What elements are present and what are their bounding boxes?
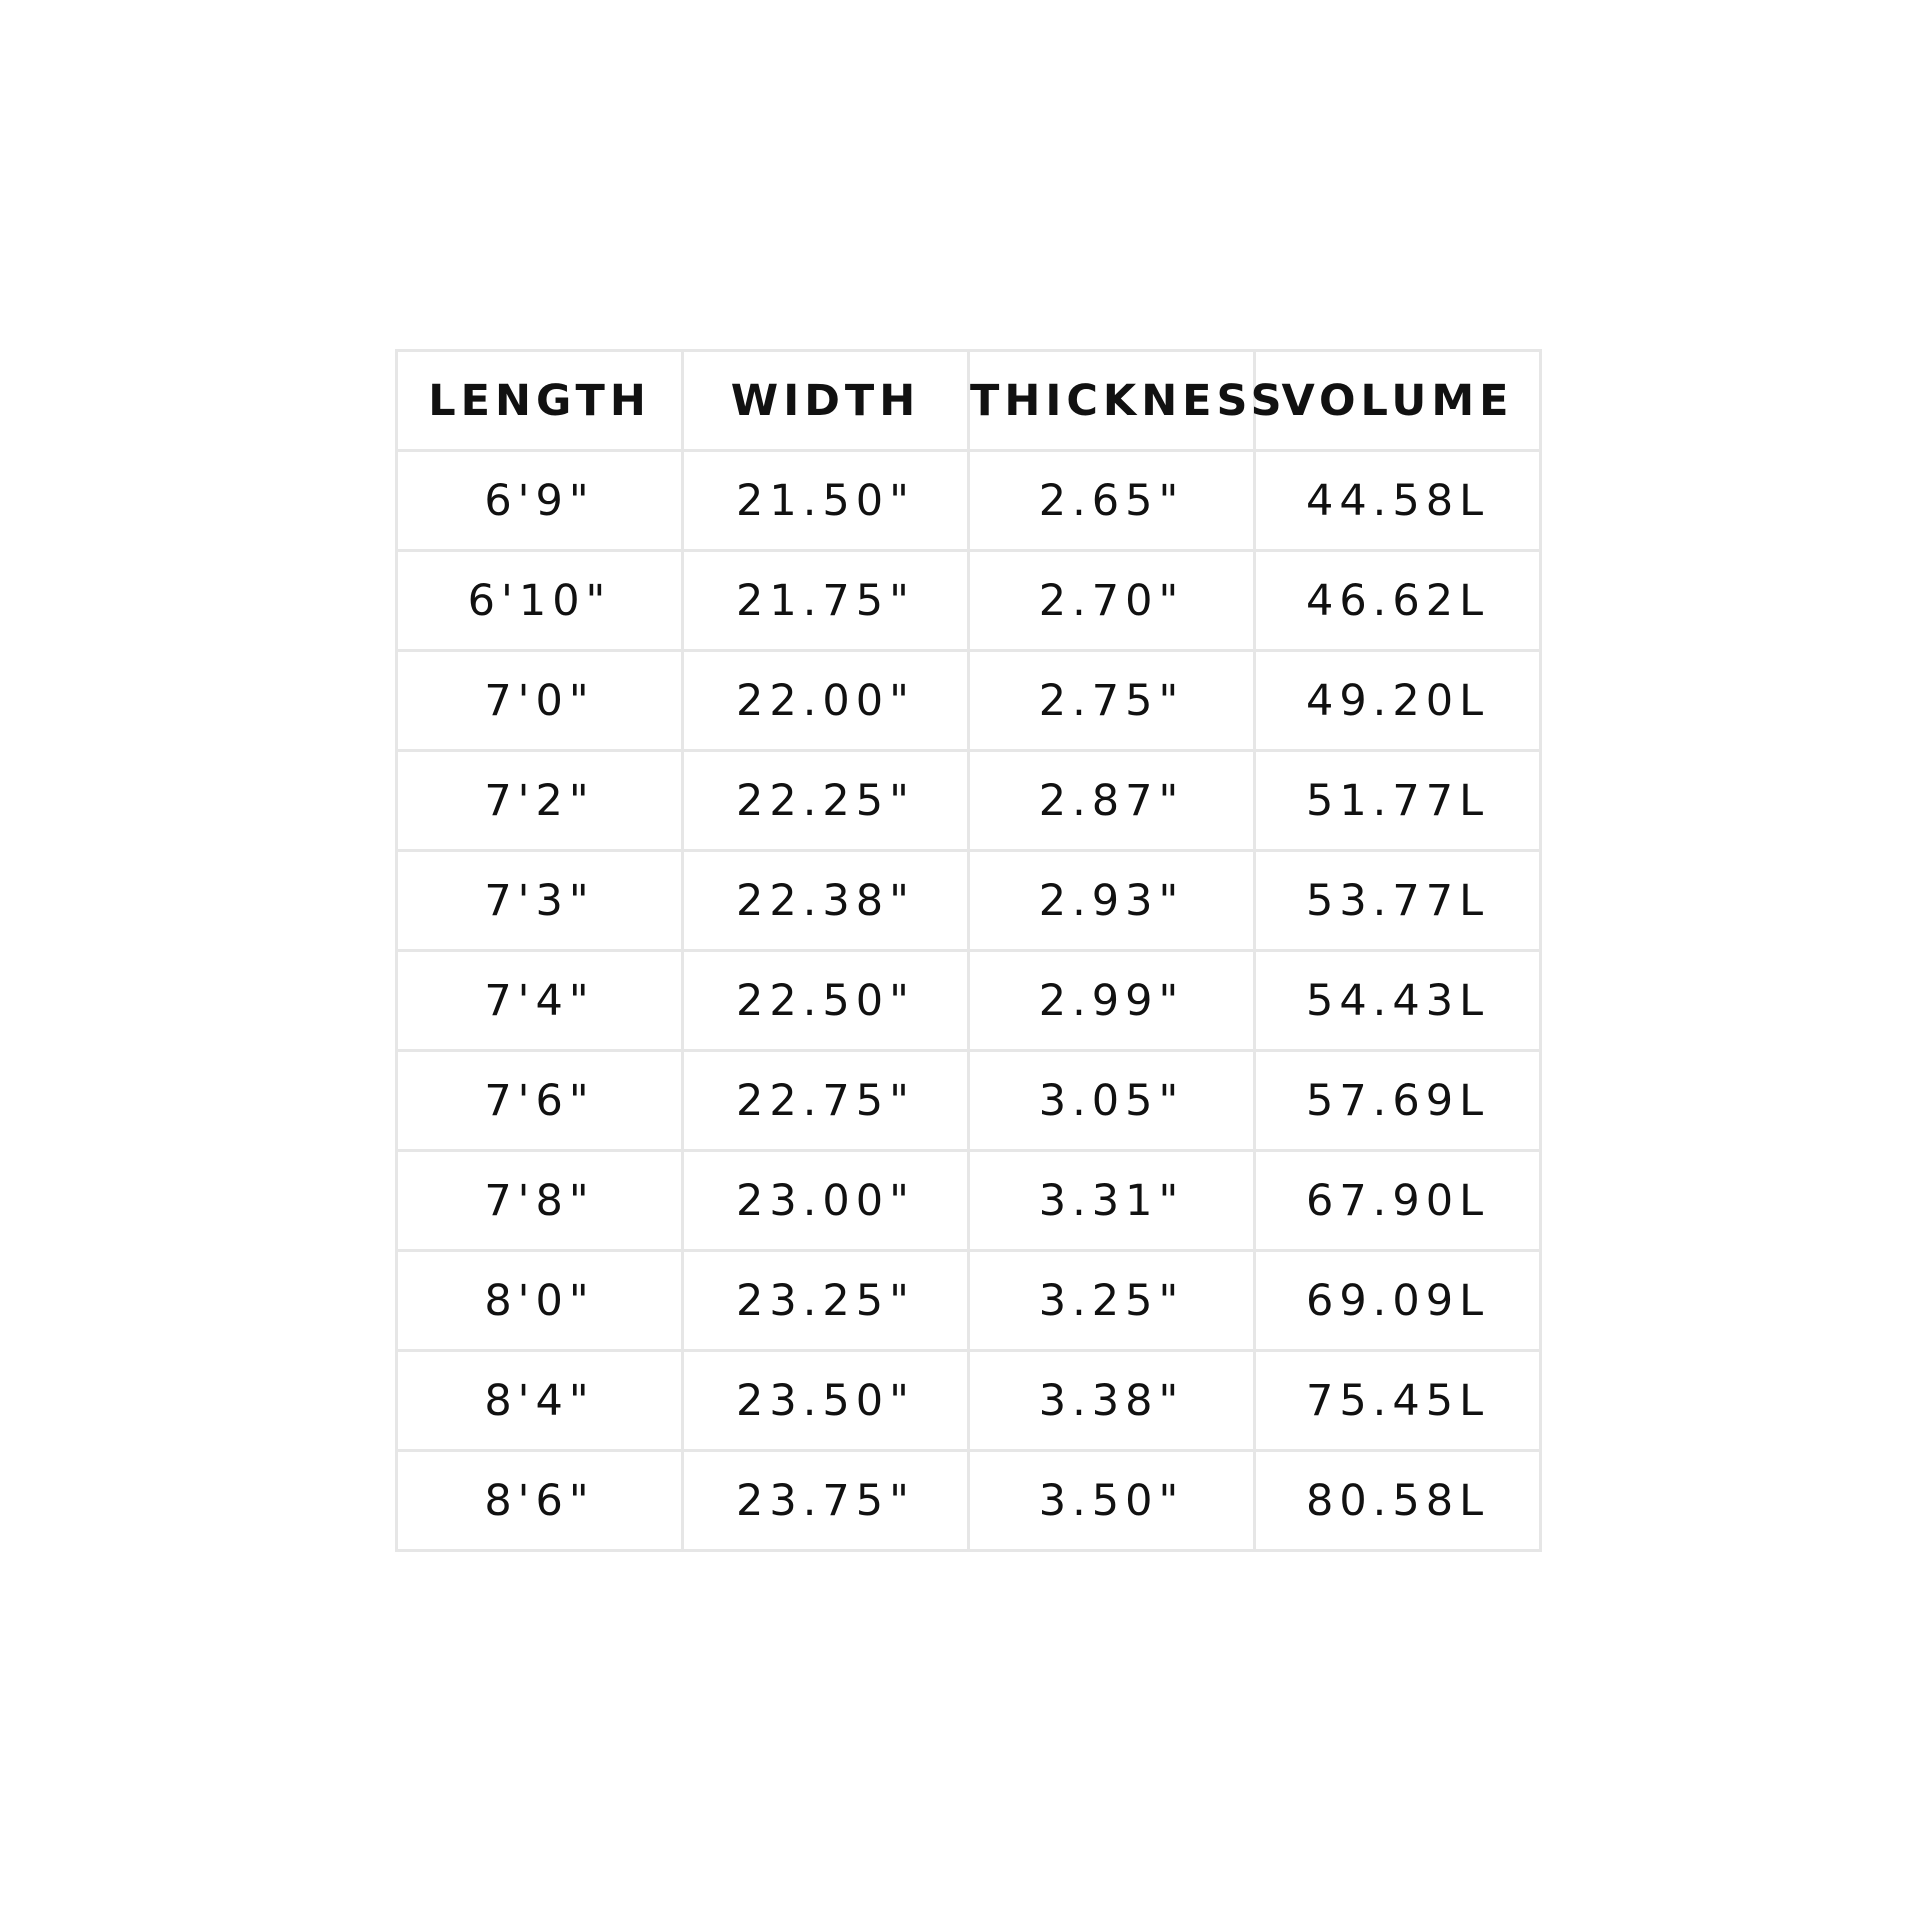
cell-volume: 51.77L <box>1255 751 1541 851</box>
table-header-row <box>397 351 1541 451</box>
header-length: LENGTH <box>397 351 683 451</box>
table-row <box>397 1351 1541 1451</box>
cell-thickness: 2.75" <box>969 651 1255 751</box>
table-row <box>397 1051 1541 1151</box>
cell-volume: 44.58L <box>1255 451 1541 551</box>
cell-volume: 69.09L <box>1255 1251 1541 1351</box>
cell-length: 7'2" <box>397 751 683 851</box>
table-row <box>397 951 1541 1051</box>
cell-width: 23.25" <box>683 1251 969 1351</box>
table-row <box>397 851 1541 951</box>
cell-length: 7'8" <box>397 1151 683 1251</box>
cell-length: 6'9" <box>397 451 683 551</box>
cell-volume: 53.77L <box>1255 851 1541 951</box>
cell-length: 7'0" <box>397 651 683 751</box>
size-chart-table <box>395 349 1542 1552</box>
cell-volume: 67.90L <box>1255 1151 1541 1251</box>
header-volume: VOLUME <box>1255 351 1541 451</box>
cell-width: 22.38" <box>683 851 969 951</box>
cell-volume: 80.58L <box>1255 1451 1541 1551</box>
cell-thickness: 3.38" <box>969 1351 1255 1451</box>
cell-volume: 54.43L <box>1255 951 1541 1051</box>
cell-thickness: 3.25" <box>969 1251 1255 1351</box>
table-row <box>397 1451 1541 1551</box>
table-row <box>397 751 1541 851</box>
header-thickness: THICKNESS <box>969 351 1255 451</box>
cell-length: 8'4" <box>397 1351 683 1451</box>
cell-length: 7'4" <box>397 951 683 1051</box>
header-width: WIDTH <box>683 351 969 451</box>
table-row <box>397 451 1541 551</box>
cell-thickness: 2.93" <box>969 851 1255 951</box>
cell-width: 21.75" <box>683 551 969 651</box>
cell-volume: 49.20L <box>1255 651 1541 751</box>
cell-thickness: 2.65" <box>969 451 1255 551</box>
cell-width: 23.00" <box>683 1151 969 1251</box>
table-row <box>397 651 1541 751</box>
cell-length: 7'3" <box>397 851 683 951</box>
cell-thickness: 2.70" <box>969 551 1255 651</box>
cell-thickness: 2.87" <box>969 751 1255 851</box>
table-row <box>397 551 1541 651</box>
cell-volume: 75.45L <box>1255 1351 1541 1451</box>
table-row <box>397 1251 1541 1351</box>
cell-length: 8'6" <box>397 1451 683 1551</box>
cell-width: 22.75" <box>683 1051 969 1151</box>
cell-thickness: 3.05" <box>969 1051 1255 1151</box>
cell-thickness: 2.99" <box>969 951 1255 1051</box>
cell-volume: 57.69L <box>1255 1051 1541 1151</box>
cell-width: 21.50" <box>683 451 969 551</box>
cell-width: 22.25" <box>683 751 969 851</box>
cell-length: 7'6" <box>397 1051 683 1151</box>
cell-width: 22.00" <box>683 651 969 751</box>
cell-width: 22.50" <box>683 951 969 1051</box>
cell-length: 8'0" <box>397 1251 683 1351</box>
cell-thickness: 3.31" <box>969 1151 1255 1251</box>
cell-thickness: 3.50" <box>969 1451 1255 1551</box>
cell-width: 23.50" <box>683 1351 969 1451</box>
cell-volume: 46.62L <box>1255 551 1541 651</box>
cell-length: 6'10" <box>397 551 683 651</box>
cell-width: 23.75" <box>683 1451 969 1551</box>
table-row <box>397 1151 1541 1251</box>
